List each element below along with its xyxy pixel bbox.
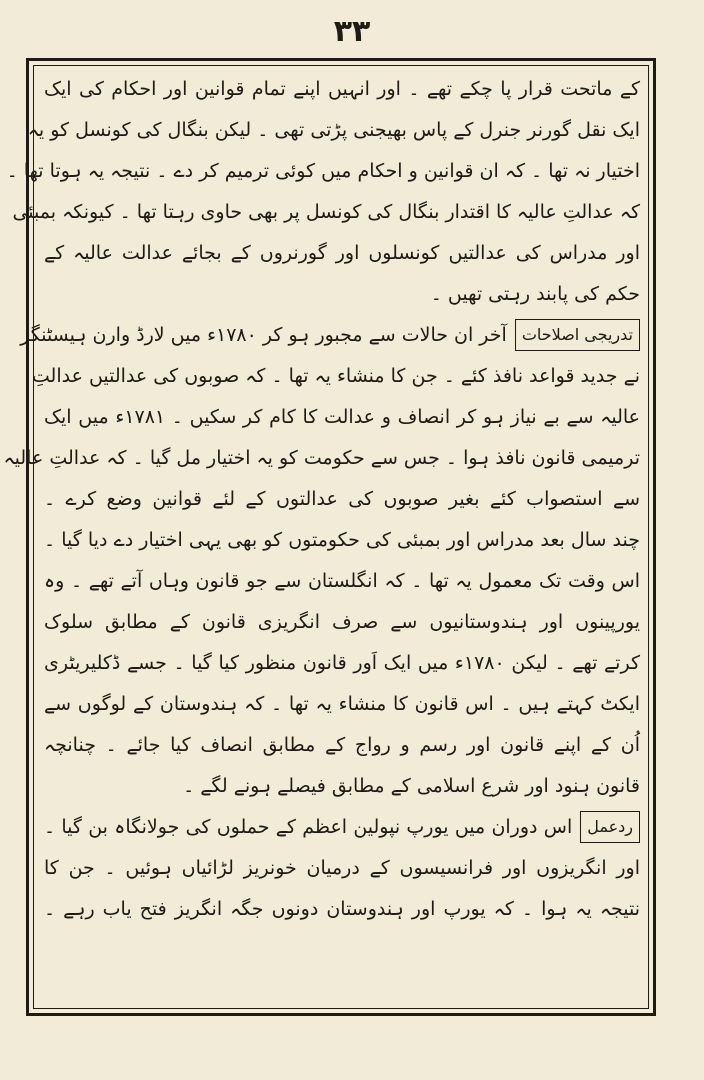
text-line — [27, 109, 640, 150]
body-text — [3, 68, 641, 929]
line-text: کرتے تھے ۔ لیکن ۱۷۸۰ء میں ایک اَور قانون منظور کیا گیا ۔ جسے ڈکلیریٹری — [44, 651, 641, 674]
text-line — [44, 519, 640, 560]
line-text: کہ عدالتِ عالیہ کا اقتدار بنگال کی کونسل پر بھی حاوی رہتا تھا ۔ کیونکہ بمبئی — [12, 200, 640, 223]
line-text: یورپینوں اور ہندوستانیوں سے صرف انگریزی قانون کے مطابق سلوک — [44, 610, 640, 633]
page-number: ۳۳ — [333, 14, 371, 49]
text-line — [44, 396, 640, 437]
text-line — [6, 150, 640, 191]
side-label-reaction: ردعمل — [580, 811, 640, 843]
text-line — [44, 478, 640, 519]
line-text: ایکٹ کہتے ہیں ۔ اس قانون کا منشاء یہ تھا ۔ کہ ہندوستان کے لوگوں سے — [44, 692, 640, 715]
text-line — [44, 642, 640, 683]
line-text: چند سال بعد مدراس اور بمبئی کی حکومتوں کو بھی یہی اختیار دے دیا گیا ۔ — [44, 528, 640, 551]
text-line — [44, 683, 640, 724]
line-text: آخر ان حالات سے مجبور ہو کر ۱۷۸۰ء میں لارڈ وارن ہیسٹنگز — [20, 323, 507, 346]
text-line — [44, 847, 640, 888]
text-line — [3, 437, 640, 478]
text-line — [44, 68, 640, 109]
line-text: اُن کے اپنے قانون اور رسم و رواج کے مطابق انصاف کیا جائے ۔ چنانچہ — [44, 733, 640, 756]
text-line — [44, 806, 640, 847]
text-line — [44, 232, 640, 273]
text-line — [12, 191, 640, 232]
text-line — [31, 355, 640, 396]
side-label-reforms: تدریجی اصلاحات — [515, 319, 640, 351]
line-text: ترمیمی قانون نافذ ہوا ۔ جس سے حکومت کو یہ اختیار مل گیا ۔ کہ عدالتِ عالیہ — [3, 446, 640, 469]
line-text: نتیجہ یہ ہوا ۔ کہ یورپ اور ہندوستان دونوں جگہ انگریز فتح یاب رہے ۔ — [44, 897, 640, 920]
line-text: اختیار نہ تھا ۔ کہ ان قوانین و احکام میں کوئی ترمیم کر دے ۔ نتیجہ یہ ہوتا تھا ۔ — [6, 159, 640, 182]
line-text: اس وقت تک معمول یہ تھا ۔ کہ انگلستان سے جو قانون وہاں آتے تھے ۔ وہ — [44, 569, 640, 592]
text-line — [44, 888, 640, 929]
line-text: عالیہ سے بے نیاز ہو کر انصاف و عدالت کا کام کر سکیں ۔ ۱۷۸۱ء میں ایک — [44, 405, 640, 428]
line-text: اور انگریزوں اور فرانسیسوں کے درمیان خونریز لڑائیاں ہوئیں ۔ جن کا — [44, 856, 640, 879]
line-text: اس دوران میں یورپ نپولین اعظم کے حملوں کی جولانگاہ بن گیا ۔ — [44, 815, 573, 838]
line-text: سے استصواب کئے بغیر صوبوں کی عدالتوں کے لئے قوانین وضع کرے ۔ — [44, 487, 640, 510]
text-line — [44, 724, 640, 765]
line-text: ایک نقل گورنر جنرل کے پاس بھیجنی پڑتی تھی ۔ لیکن بنگال کی کونسل کو یہ — [27, 118, 640, 141]
line-text: اور مدراس کی عدالتیں کونسلوں اور گورنروں کے بجائے عدالت عالیہ کے — [44, 241, 640, 264]
text-line — [20, 314, 640, 355]
line-text: حکم کی پابند رہتی تھیں ۔ — [430, 282, 640, 305]
line-text: نے جدید قواعد نافذ کئے ۔ جن کا منشاء یہ تھا ۔ کہ صوبوں کی عدالتیں عدالتِ — [31, 364, 640, 387]
text-line — [44, 601, 640, 642]
line-text: قانون ہنود اور شرع اسلامی کے مطابق فیصلے ہونے لگے ۔ — [183, 774, 640, 797]
text-line — [44, 273, 640, 314]
text-line — [44, 560, 640, 601]
text-line — [44, 765, 640, 806]
line-text: کے ماتحت قرار پا چکے تھے ۔ اور انہیں اپنے تمام قوانین اور احکام کی ایک — [44, 77, 640, 100]
